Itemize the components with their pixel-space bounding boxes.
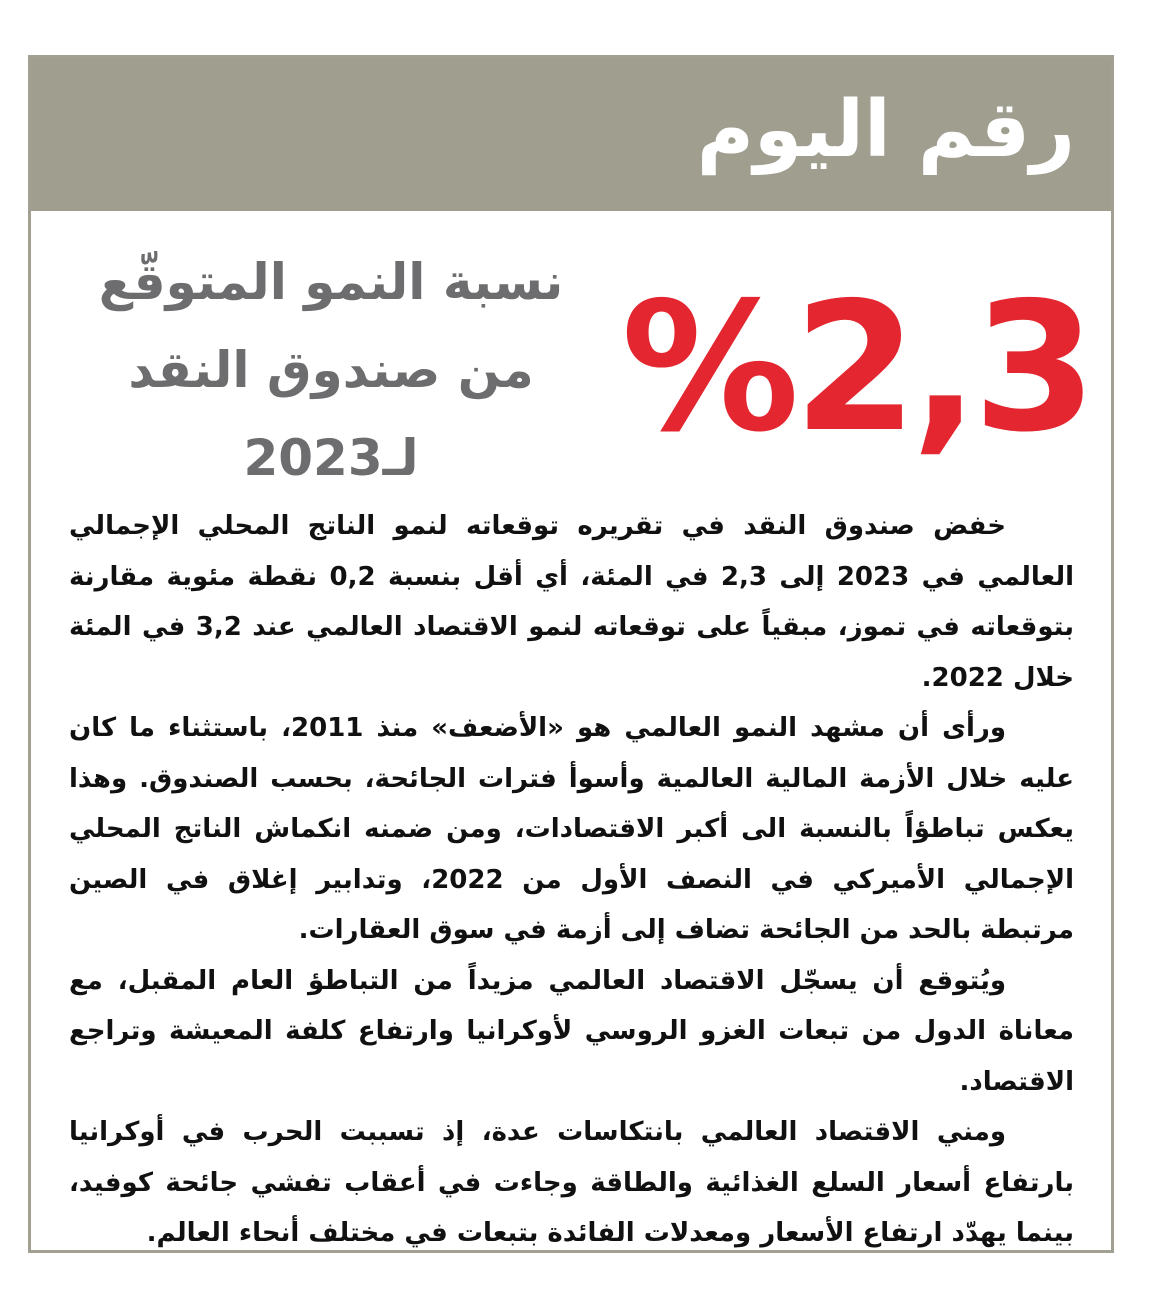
stat-caption-line: لـ2023: [243, 429, 419, 487]
article-paragraph: ورأى أن مشهد النمو العالمي هو «الأضعف» منذ 2011، باستثناء ما كان عليه خلال الأزمة المالية العالمية وأسوأ فترات الجائحة، بحسب الصندوق. وهذا يعكس تباطؤاً بالنسبة الى أكبر الاقتصادات، ومن ضمنه انكماش الناتج المحلي الإجمالي الأميركي في النصف الأول من 2022، وتدابير إغلاق في الصين مرتبطة بالحد من الجائحة تضاف إلى أزمة في سوق العقارات.: [69, 713, 1075, 945]
article-box: [28, 55, 1114, 1253]
article-paragraph: ويُتوقع أن يسجّل الاقتصاد العالمي مزيداً من التباطؤ العام المقبل، مع معاناة الدول من تبعات الغزو الروسي لأوكرانيا وارتفاع كلفة المعيشة وتراجع الاقتصاد.: [69, 965, 1074, 1097]
stat-caption-line: من صندوق النقد: [128, 341, 534, 399]
banner-title: رقم اليوم: [696, 85, 1075, 175]
article-paragraph: ومني الاقتصاد العالمي بانتكاسات عدة، إذ تسببت الحرب في أوكرانيا بارتفاع أسعار السلع الغذائية والطاقة وجاءت في أعقاب تفشي جائحة كوفيد، بينما يهدّد ارتفاع الأسعار ومعدلات الفائدة بتبعات في مختلف أنحاء العالم.: [69, 1117, 1074, 1248]
header-banner: [31, 58, 1111, 211]
article-paragraph: خفض صندوق النقد في تقريره توقعاته لنمو الناتج المحلي الإجمالي العالمي في 2023 إلى 2,3 في المئة، أي أقل بنسبة 0,2 نقطة مئوية مقارنة بتوقعاته في تموز، مبقياً على توقعاته لنمو الاقتصاد العالمي عند 3,2 في المئة خلال 2022.: [69, 511, 1075, 693]
stat-caption-line: نسبة النمو المتوقّع: [98, 253, 564, 311]
stat-caption: [71, 238, 591, 528]
article-body: [69, 501, 1075, 1248]
stat-value: %2,3: [621, 264, 1091, 471]
